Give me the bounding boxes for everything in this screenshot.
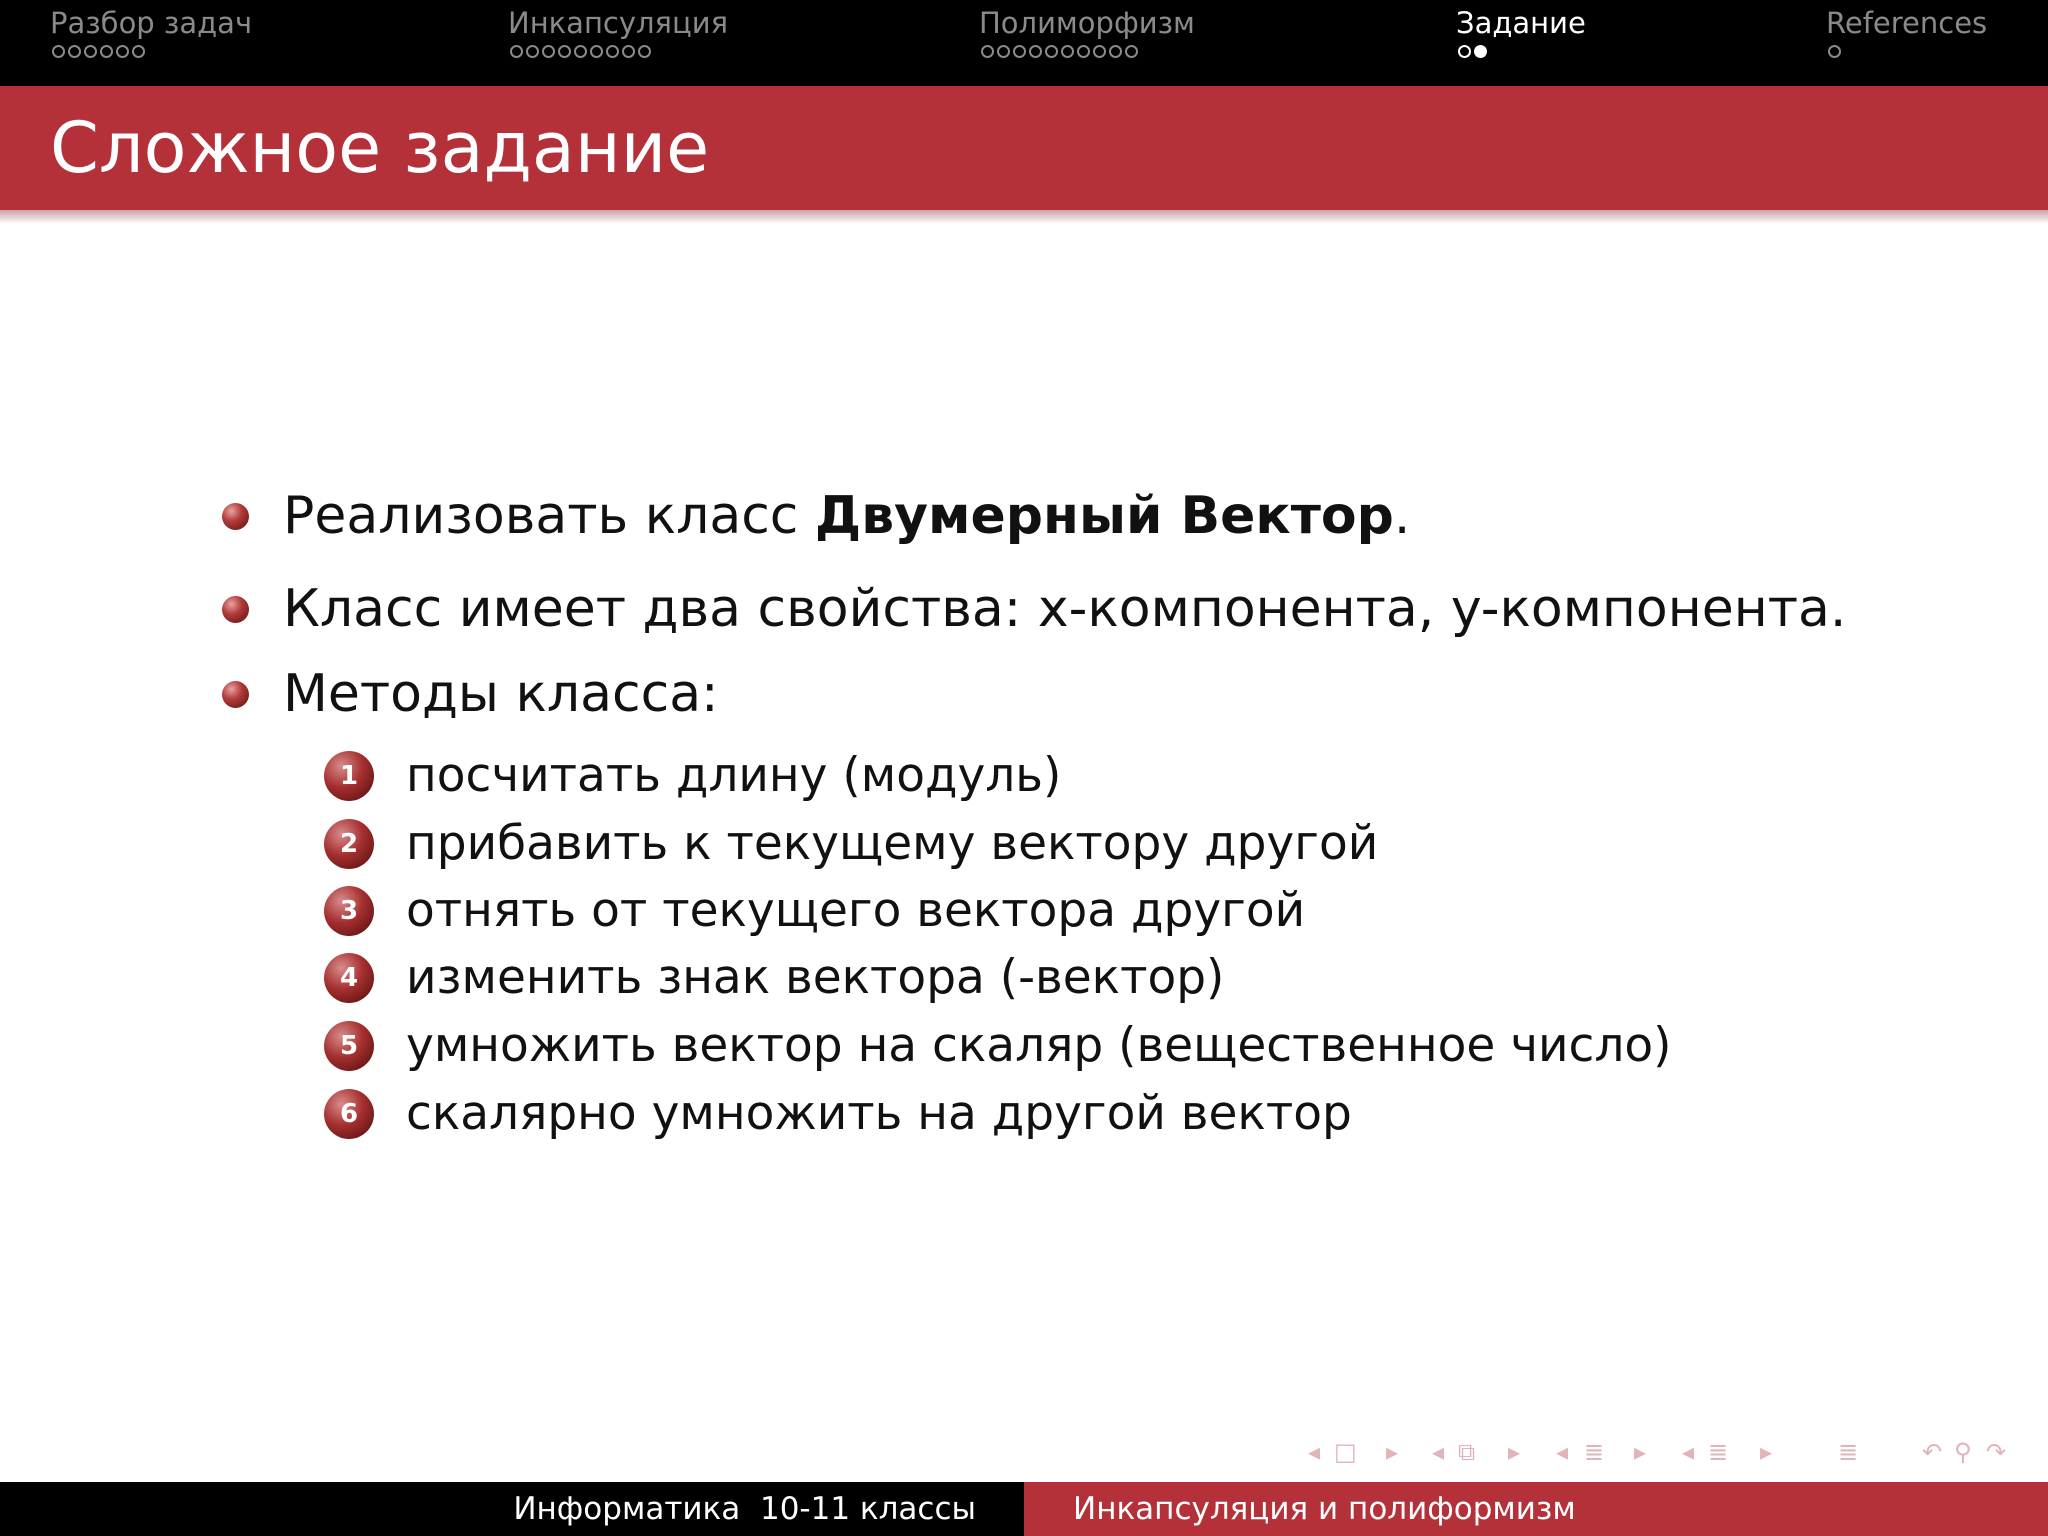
list-item — [222, 662, 719, 726]
list-item-text — [283, 484, 1410, 548]
frame-icon[interactable]: □ — [1334, 1438, 1357, 1466]
number-ball-icon: 4 — [324, 953, 374, 1003]
footer-lecture-title: Инкапсуляция и полиформизм — [1073, 1491, 1576, 1527]
section-navigation — [0, 0, 2048, 86]
frame-dot-icon[interactable] — [510, 45, 523, 58]
bullet-ball-icon — [222, 503, 249, 530]
frame-dot-icon[interactable] — [1077, 45, 1090, 58]
method-item — [324, 949, 1224, 1007]
nav-section-references[interactable] — [1826, 4, 1987, 58]
frame-dot-icon[interactable] — [1458, 45, 1471, 58]
frame-dot-icon[interactable] — [622, 45, 635, 58]
nav-section-title: Инкапсуляция — [508, 6, 729, 40]
frame-dot-icon[interactable] — [997, 45, 1010, 58]
nav-section-polymorphism[interactable] — [979, 4, 1195, 58]
frame-dot-icon[interactable] — [1013, 45, 1026, 58]
frame-dot-icon[interactable] — [1093, 45, 1106, 58]
method-item — [324, 747, 1061, 805]
method-item — [324, 882, 1305, 940]
method-text: отнять от текущего вектора другой — [406, 883, 1306, 938]
list-item-suffix: . — [1393, 486, 1411, 546]
frame-dot-icon[interactable] — [1109, 45, 1122, 58]
frame-next-icon[interactable]: ▸ — [1386, 1438, 1399, 1466]
subsection-icon[interactable]: ⧉ — [1458, 1438, 1476, 1466]
page-title: Сложное задание — [50, 107, 710, 189]
method-text: посчитать длину (модуль) — [406, 748, 1062, 803]
back-icon[interactable]: ↶ — [1922, 1438, 1943, 1466]
presentation-next-icon[interactable]: ▸ — [1760, 1438, 1773, 1466]
bullet-ball-icon — [222, 681, 249, 708]
number-ball-icon: 3 — [324, 886, 374, 936]
search-icon[interactable]: ⚲ — [1954, 1438, 1972, 1466]
frame-dot-icon[interactable] — [542, 45, 555, 58]
section-icon[interactable]: ≣ — [1584, 1438, 1605, 1466]
number-ball-icon: 1 — [324, 751, 374, 801]
list-item-text: Методы класса: — [283, 664, 719, 724]
frame-dot-icon[interactable] — [638, 45, 651, 58]
frame-dot-icon[interactable] — [574, 45, 587, 58]
frame-prev-icon[interactable]: ◂ — [1308, 1438, 1321, 1466]
list-item-prefix: Реализовать класс — [283, 486, 815, 546]
frame-dot-icon[interactable] — [116, 45, 129, 58]
frame-dot-icon[interactable] — [590, 45, 603, 58]
frame-dot-icon[interactable] — [132, 45, 145, 58]
footer — [0, 1482, 2048, 1536]
footer-course-title: Информатика 10-11 классы — [513, 1491, 976, 1527]
nav-frame-dots — [50, 45, 252, 58]
frame-dot-icon[interactable] — [1125, 45, 1138, 58]
list-item — [222, 484, 1410, 548]
frame-dot-icon[interactable] — [68, 45, 81, 58]
method-text: прибавить к текущему вектору другой — [406, 816, 1379, 871]
frame-dot-icon[interactable] — [1061, 45, 1074, 58]
method-text: умножить вектор на скаляр (вещественное число) — [406, 1018, 1672, 1073]
nav-frame-dots — [1826, 45, 1987, 58]
frame-dot-icon[interactable] — [606, 45, 619, 58]
subsection-next-icon[interactable]: ▸ — [1508, 1438, 1521, 1466]
number-ball-icon: 6 — [324, 1089, 374, 1139]
document-icon[interactable]: ≣ — [1838, 1438, 1859, 1466]
bullet-ball-icon — [222, 596, 249, 623]
list-item-text: Класс имеет два свойства: x-компонента, y-компонента. — [283, 579, 1847, 639]
section-prev-icon[interactable]: ◂ — [1556, 1438, 1569, 1466]
presentation-icon[interactable]: ≣ — [1708, 1438, 1729, 1466]
nav-section-encapsulation[interactable] — [508, 4, 728, 58]
class-name-bold: Двумерный Вектор — [814, 486, 1394, 546]
frame-dot-icon[interactable] — [526, 45, 539, 58]
method-item — [324, 1085, 1352, 1143]
nav-frame-dots — [979, 45, 1195, 58]
section-next-icon[interactable]: ▸ — [1634, 1438, 1647, 1466]
method-item — [324, 1017, 1672, 1075]
nav-section-title: Задание — [1456, 6, 1586, 40]
frame-dot-icon[interactable] — [100, 45, 113, 58]
nav-section-title: Полиморфизм — [979, 6, 1195, 40]
subsection-prev-icon[interactable]: ◂ — [1432, 1438, 1445, 1466]
frame-dot-icon[interactable] — [52, 45, 65, 58]
frame-dot-icon[interactable] — [1828, 45, 1841, 58]
method-item — [324, 815, 1378, 873]
nav-section-razbor[interactable] — [50, 4, 252, 58]
footer-right-panel — [1024, 1482, 2048, 1536]
method-text: изменить знак вектора (-вектор) — [406, 950, 1225, 1005]
frame-dot-icon[interactable] — [981, 45, 994, 58]
number-ball-icon: 5 — [324, 1021, 374, 1071]
nav-frame-dots — [1456, 45, 1586, 58]
nav-section-title: References — [1826, 6, 1988, 40]
navigation-symbols — [1300, 1434, 2030, 1470]
footer-left-panel — [0, 1482, 1024, 1536]
frame-dot-icon[interactable] — [1045, 45, 1058, 58]
presentation-prev-icon[interactable]: ◂ — [1682, 1438, 1695, 1466]
nav-section-task[interactable] — [1456, 4, 1586, 58]
frame-dot-icon[interactable] — [1474, 45, 1487, 58]
forward-icon[interactable]: ↷ — [1986, 1438, 2007, 1466]
frame-title-bar — [0, 86, 2048, 210]
nav-frame-dots — [508, 45, 728, 58]
nav-section-title: Разбор задач — [50, 6, 253, 40]
frame-dot-icon[interactable] — [84, 45, 97, 58]
method-text: скалярно умножить на другой вектор — [406, 1086, 1352, 1141]
frame-dot-icon[interactable] — [558, 45, 571, 58]
list-item — [222, 577, 1846, 641]
frame-dot-icon[interactable] — [1029, 45, 1042, 58]
number-ball-icon: 2 — [324, 819, 374, 869]
